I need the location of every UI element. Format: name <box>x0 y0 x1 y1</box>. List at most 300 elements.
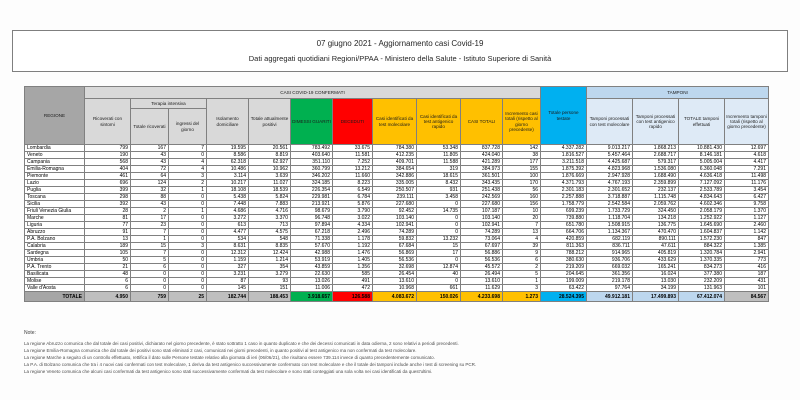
table-row <box>25 222 769 229</box>
column-header-isolamento: Isolamento domiciliare <box>207 99 249 145</box>
value-cell: 67.218 <box>291 229 333 236</box>
value-cell: 219.209 <box>541 264 587 271</box>
value-cell: 12.312 <box>207 250 249 257</box>
value-cell: 1.572.230 <box>679 236 725 243</box>
region-name-cell: Umbria <box>25 257 85 264</box>
value-cell: 17 <box>417 250 461 257</box>
value-cell: 5.438 <box>207 194 249 201</box>
region-name-cell: Piemonte <box>25 173 85 180</box>
value-cell: 136.775 <box>633 222 679 229</box>
total-value-cell: 49.912.181 <box>587 292 633 302</box>
value-cell: 0 <box>169 201 207 208</box>
value-cell: 227.680 <box>373 201 417 208</box>
value-cell: 1.385 <box>725 243 769 250</box>
value-cell: 26.454 <box>373 271 417 278</box>
value-cell: 783.492 <box>291 145 333 152</box>
value-cell: 0 <box>417 215 461 222</box>
region-name-cell: Toscana <box>25 194 85 201</box>
value-cell: 13.026 <box>291 278 333 285</box>
value-cell: 11.027 <box>249 180 291 187</box>
value-cell: 15 <box>131 243 169 250</box>
value-cell: 32.698 <box>373 264 417 271</box>
region-name-cell: Puglia <box>25 187 85 194</box>
value-cell: 43.859 <box>291 264 333 271</box>
value-cell: 1.816.527 <box>541 152 587 159</box>
total-value-cell: 150.026 <box>417 292 461 302</box>
table-row <box>25 271 769 278</box>
value-cell: 63.422 <box>541 285 587 292</box>
value-cell: 346.202 <box>291 173 333 180</box>
value-cell: 204.645 <box>541 271 587 278</box>
value-cell: 13.030 <box>633 278 679 285</box>
value-cell: 160 <box>503 194 541 201</box>
report-subtitle: Dati aggregati quotidiani Regioni/PPAA - Ministero della Salute - Istituto Superiore di Sanità <box>248 54 552 63</box>
value-cell: 5.876 <box>333 201 373 208</box>
value-cell: 7 <box>503 222 541 229</box>
value-cell: 2.496 <box>333 229 373 236</box>
value-cell: 6.549 <box>333 187 373 194</box>
value-cell: 0 <box>169 264 207 271</box>
value-cell: 6 <box>503 257 541 264</box>
value-cell: 3 <box>169 173 207 180</box>
value-cell: 10.881.430 <box>679 145 725 152</box>
value-cell: 4.417 <box>725 159 769 166</box>
value-cell: 18.615 <box>417 173 461 180</box>
value-cell: 4.602.346 <box>679 201 725 208</box>
region-name-cell: Liguria <box>25 222 85 229</box>
value-cell: 93 <box>249 278 291 285</box>
value-cell: 0 <box>131 285 169 292</box>
value-cell: 199.009 <box>541 278 587 285</box>
value-cell: 811.363 <box>541 243 587 250</box>
region-name-cell: Friuli Venezia Giulia <box>25 208 85 215</box>
value-cell: 87 <box>207 278 249 285</box>
value-cell: 43 <box>131 159 169 166</box>
table-footer <box>25 292 769 302</box>
group-header-terapia-intensiva: Terapia intensiva <box>131 99 207 109</box>
value-cell: 1.758.779 <box>541 201 587 208</box>
value-cell: 13.610 <box>461 278 503 285</box>
value-cell: 81 <box>85 215 131 222</box>
value-cell: 2.460 <box>725 222 769 229</box>
value-cell: 342.886 <box>373 173 417 180</box>
value-cell: 8.835 <box>249 243 291 250</box>
value-cell: 2.301.652 <box>587 187 633 194</box>
column-header-incremento-tamponi: Incremento tamponi totali (rispetto al giorno precedente) <box>725 99 769 145</box>
table-row <box>25 215 769 222</box>
value-cell: 0 <box>169 285 207 292</box>
value-cell: 931 <box>417 187 461 194</box>
value-cell: 1.356 <box>333 264 373 271</box>
value-cell: 2 <box>131 208 169 215</box>
value-cell: 177 <box>503 159 541 166</box>
value-cell: 2.359.899 <box>633 180 679 187</box>
value-cell: 56.536 <box>461 257 503 264</box>
value-cell: 4.823.968 <box>587 166 633 173</box>
value-cell: 2.947.928 <box>587 173 633 180</box>
value-cell: 1.252.922 <box>679 215 725 222</box>
value-cell: 13.610 <box>373 278 417 285</box>
value-cell: 11.588 <box>417 159 461 166</box>
value-cell: 3.279 <box>249 271 291 278</box>
value-cell: 3 <box>503 285 541 292</box>
value-cell: 360.799 <box>291 166 333 173</box>
value-cell: 71.338 <box>291 236 333 243</box>
value-cell: 56.886 <box>461 250 503 257</box>
value-cell: 13.232 <box>417 236 461 243</box>
value-cell: 1.645.690 <box>679 222 725 229</box>
notes-section <box>24 330 784 375</box>
value-cell: 102.941 <box>461 222 503 229</box>
value-cell: 6.427 <box>725 194 769 201</box>
table-header <box>25 87 769 145</box>
value-cell: 384.973 <box>461 166 503 173</box>
value-cell: 2.301.183 <box>541 187 587 194</box>
total-value-cell: 759 <box>131 292 169 302</box>
value-cell: 165.241 <box>633 264 679 271</box>
value-cell: 4 <box>169 166 207 173</box>
value-cell: 7.448 <box>207 201 249 208</box>
value-cell: 1.214 <box>249 257 291 264</box>
value-cell: 11.176 <box>725 180 769 187</box>
value-cell: 3.022 <box>333 215 373 222</box>
table-row <box>25 187 769 194</box>
value-cell: 4.716 <box>249 208 291 215</box>
value-cell: 4.334 <box>333 222 373 229</box>
value-cell: 45.572 <box>461 264 503 271</box>
table-row <box>25 264 769 271</box>
value-cell: 190 <box>85 152 131 159</box>
table-row <box>25 173 769 180</box>
value-cell: 0 <box>131 271 169 278</box>
value-cell: 0 <box>169 236 207 243</box>
total-value-cell: 126.588 <box>333 292 373 302</box>
value-cell: 424.040 <box>461 152 503 159</box>
value-cell: 361.356 <box>587 271 633 278</box>
value-cell: 6.784 <box>333 194 373 201</box>
table-row <box>25 243 769 250</box>
value-cell: 155 <box>503 166 541 173</box>
value-cell: 696 <box>85 180 131 187</box>
value-cell: 0 <box>169 271 207 278</box>
note-line: La regione Marche a seguito di un controllo effettuato, rettifica il dato sulle Persone testate relativo alla giornata di ieri (06/06/21), che risultano essere 739.114 invece di quanto precedentemente comunicato. <box>24 355 435 360</box>
value-cell: 8.146.181 <box>679 152 725 159</box>
value-cell: 131.963 <box>679 285 725 292</box>
value-cell: 227.680 <box>461 201 503 208</box>
value-cell: 1.733.729 <box>587 208 633 215</box>
value-cell: 4.636.418 <box>679 173 725 180</box>
value-cell: 91 <box>85 229 131 236</box>
value-cell: 10 <box>503 208 541 215</box>
region-name-cell: Lazio <box>25 180 85 187</box>
value-cell: 470.470 <box>633 229 679 236</box>
value-cell: 324.185 <box>291 180 333 187</box>
region-name-cell: Sardegna <box>25 250 85 257</box>
value-cell: 0 <box>417 229 461 236</box>
column-header-casi-antigenico: Casi identificati da test antigenico rapido <box>417 99 461 145</box>
value-cell: 8.631 <box>207 243 249 250</box>
value-cell: 669.032 <box>587 264 633 271</box>
value-cell: 7.291 <box>725 166 769 173</box>
value-cell: 22.630 <box>291 271 333 278</box>
note-line: La P.A. di Bolzano comunica che tra i 4 nuovi casi confermati con test molecolare, 1 deriva da test antigenico successivamente confermato con test molecolare e che il totale dei tamponi include anche i test di screening su PCR. <box>24 362 477 367</box>
column-header-persone-testate: Totale persone testate <box>541 87 587 145</box>
value-cell: 836.711 <box>587 243 633 250</box>
value-cell: 548 <box>249 236 291 243</box>
value-cell: 0 <box>169 250 207 257</box>
total-value-cell: 84.567 <box>725 292 769 302</box>
column-header-tamponi-totale: TOTALE tamponi effettuati <box>679 99 725 145</box>
value-cell: 399 <box>85 187 131 194</box>
value-cell: 189 <box>85 243 131 250</box>
value-cell: 0 <box>169 222 207 229</box>
value-cell: 40 <box>417 271 461 278</box>
value-cell: 10.962 <box>249 166 291 173</box>
value-cell: 56.536 <box>373 257 417 264</box>
value-cell: 377.380 <box>679 271 725 278</box>
value-cell: 219.178 <box>587 278 633 285</box>
table-row <box>25 278 769 285</box>
value-cell: 1.127 <box>725 215 769 222</box>
value-cell: 18.108 <box>207 187 249 194</box>
total-value-cell: 182.744 <box>207 292 249 302</box>
region-name-cell: Veneto <box>25 152 85 159</box>
value-cell: 53.348 <box>417 145 461 152</box>
value-cell: 1.192 <box>333 243 373 250</box>
value-cell: 651.780 <box>541 222 587 229</box>
value-cell: 914.965 <box>587 250 633 257</box>
region-name-cell: Sicilia <box>25 201 85 208</box>
value-cell: 799 <box>85 145 131 152</box>
value-cell: 847 <box>725 236 769 243</box>
value-cell: 319 <box>417 166 461 173</box>
column-header-deceduti: DECEDUTI <box>333 99 373 145</box>
value-cell: 568 <box>85 159 131 166</box>
value-cell: 351.110 <box>291 159 333 166</box>
value-cell: 664.706 <box>541 229 587 236</box>
value-cell: 1.688.490 <box>633 173 679 180</box>
value-cell: 661 <box>417 285 461 292</box>
region-name-cell: Calabria <box>25 243 85 250</box>
value-cell: 1.868.213 <box>633 145 679 152</box>
value-cell: 4.686 <box>207 208 249 215</box>
value-cell: 9.758 <box>725 201 769 208</box>
value-cell: 0 <box>417 278 461 285</box>
value-cell: 1.320.784 <box>679 250 725 257</box>
region-name-cell: Campania <box>25 159 85 166</box>
value-cell: 0 <box>169 152 207 159</box>
value-cell: 420.859 <box>541 236 587 243</box>
note-line: La regione Emilia-Romagna comunica che dal totale dei positivi sono stati eliminati 2 casi, comunicati nei giorni precedenti, in quanto positivi al test antigenico ma non confermati da test molecolare. <box>24 348 417 353</box>
region-name-cell: Molise <box>25 278 85 285</box>
value-cell: 416 <box>725 264 769 271</box>
value-cell: 8.223 <box>333 180 373 187</box>
value-cell: 1.536.080 <box>633 166 679 173</box>
value-cell: 10.486 <box>207 166 249 173</box>
value-cell: 4.575 <box>249 229 291 236</box>
value-cell: 0 <box>131 278 169 285</box>
value-cell: 4.371.793 <box>541 180 587 187</box>
value-cell: 4.618 <box>725 152 769 159</box>
group-header-casi-confermati: CASI COVID-19 CONFERMATI <box>85 87 541 99</box>
table-row <box>25 208 769 215</box>
value-cell: 12.697 <box>725 145 769 152</box>
value-cell: 73.064 <box>461 236 503 243</box>
value-cell: 43 <box>131 152 169 159</box>
value-cell: 343.435 <box>461 180 503 187</box>
value-cell: 4.337.282 <box>541 145 587 152</box>
value-cell: 5.824 <box>249 194 291 201</box>
value-cell: 32 <box>131 187 169 194</box>
total-value-cell: 4.950 <box>85 292 131 302</box>
value-cell: 1 <box>169 187 207 194</box>
value-cell: 53.919 <box>291 257 333 264</box>
value-cell: 107.187 <box>461 208 503 215</box>
value-cell: 20 <box>503 215 541 222</box>
value-cell: 170 <box>503 180 541 187</box>
total-value-cell: 188.453 <box>249 292 291 302</box>
value-cell: 4.767.193 <box>587 180 633 187</box>
value-cell: 405.819 <box>633 250 679 257</box>
value-cell: 713 <box>249 222 291 229</box>
value-cell: 433.629 <box>633 257 679 264</box>
total-value-cell: 25 <box>169 292 207 302</box>
total-value-cell: 4.233.698 <box>461 292 503 302</box>
value-cell: 20.561 <box>249 145 291 152</box>
value-cell: 239.111 <box>373 194 417 201</box>
value-cell: 13.212 <box>333 166 373 173</box>
value-cell: 11.581 <box>333 152 373 159</box>
total-row <box>25 292 769 302</box>
value-cell: 48 <box>85 271 131 278</box>
value-cell: 0 <box>169 215 207 222</box>
total-row-label: TOTALE <box>25 292 85 302</box>
value-cell: 92.452 <box>373 208 417 215</box>
value-cell: 5 <box>503 271 541 278</box>
value-cell: 2.533.789 <box>679 187 725 194</box>
value-cell: 11.006 <box>291 285 333 292</box>
region-name-cell: P.A. Bolzano <box>25 236 85 243</box>
value-cell: 1.508.915 <box>587 222 633 229</box>
report-title: 07 giugno 2021 - Aggiornamento casi Covid-19 <box>316 39 484 48</box>
value-cell: 67.684 <box>373 243 417 250</box>
value-cell: 1 <box>131 236 169 243</box>
value-cell: 837.728 <box>461 145 503 152</box>
value-cell: 2 <box>503 264 541 271</box>
value-cell: 7.127.092 <box>679 180 725 187</box>
total-value-cell: 28.524.395 <box>541 292 587 302</box>
total-value-cell: 17.499.893 <box>633 292 679 302</box>
column-header-casi-totali: CASI TOTALI <box>461 99 503 145</box>
value-cell: 380.630 <box>541 257 587 264</box>
value-cell: 59.832 <box>373 236 417 243</box>
value-cell: 1.405 <box>333 257 373 264</box>
column-header-tamponi-antigenico: Tamponi processati con test antigenico rapido <box>633 99 679 145</box>
value-cell: 1.159 <box>207 257 249 264</box>
column-header-positivi: Totale attualmente positivi <box>249 99 291 145</box>
value-cell: 101 <box>725 285 769 292</box>
value-cell: 8.819 <box>249 152 291 159</box>
value-cell: 2.058.179 <box>679 208 725 215</box>
value-cell: 2.257.888 <box>541 194 587 201</box>
report-header <box>12 30 788 72</box>
value-cell: 16.024 <box>633 271 679 278</box>
value-cell: 50 <box>85 257 131 264</box>
value-cell: 18.539 <box>249 187 291 194</box>
value-cell: 26.494 <box>461 271 503 278</box>
value-cell: 1.604.837 <box>679 229 725 236</box>
value-cell: 472 <box>333 285 373 292</box>
value-cell: 1.142 <box>725 229 769 236</box>
value-cell: 354 <box>249 264 291 271</box>
region-name-cell: P.A. Trento <box>25 264 85 271</box>
column-header-guariti: DIMESSI GUARITI <box>291 99 333 145</box>
value-cell: 739.880 <box>541 215 587 222</box>
value-cell: 4.834.643 <box>679 194 725 201</box>
value-cell: 3.639 <box>249 173 291 180</box>
value-cell: 105 <box>85 250 131 257</box>
region-name-cell: Basilicata <box>25 271 85 278</box>
table-row <box>25 194 769 201</box>
region-name-cell: Marche <box>25 215 85 222</box>
value-cell: 834.273 <box>679 264 725 271</box>
value-cell: 6 <box>131 264 169 271</box>
region-name-cell: Lombardia <box>25 145 85 152</box>
value-cell: 21 <box>85 264 131 271</box>
value-cell: 4 <box>503 236 541 243</box>
value-cell: 17 <box>131 215 169 222</box>
value-cell: 8.432 <box>417 180 461 187</box>
value-cell: 7 <box>169 145 207 152</box>
value-cell: 1 <box>503 278 541 285</box>
value-cell: 5 <box>131 257 169 264</box>
value-cell: 2.542.584 <box>587 201 633 208</box>
value-cell: 187 <box>725 271 769 278</box>
value-cell: 773 <box>725 257 769 264</box>
value-cell: 491 <box>333 278 373 285</box>
value-cell: 13 <box>503 229 541 236</box>
value-cell: 579.317 <box>633 159 679 166</box>
value-cell: 403.640 <box>291 152 333 159</box>
value-cell: 585 <box>333 271 373 278</box>
value-cell: 6 <box>85 285 131 292</box>
value-cell: 0 <box>169 229 207 236</box>
column-header-ricoverati: Ricoverati con sintomi <box>85 99 131 145</box>
value-cell: 1 <box>169 208 207 215</box>
value-cell: 97.894 <box>291 222 333 229</box>
value-cell: 392 <box>85 201 131 208</box>
value-cell: 251.438 <box>461 187 503 194</box>
value-cell: 167 <box>131 145 169 152</box>
value-cell: 250.507 <box>373 187 417 194</box>
value-cell: 11.498 <box>725 173 769 180</box>
value-cell: 384.654 <box>373 166 417 173</box>
value-cell: 12.424 <box>249 250 291 257</box>
value-cell: 0 <box>417 201 461 208</box>
value-cell: 1.134.367 <box>587 229 633 236</box>
value-cell: 404 <box>85 166 131 173</box>
region-name-cell: Valle d'Aosta <box>25 285 85 292</box>
value-cell: 1.370 <box>725 208 769 215</box>
table-row <box>25 236 769 243</box>
value-cell: 0 <box>169 194 207 201</box>
value-cell: 0 <box>417 257 461 264</box>
value-cell: 784.380 <box>373 145 417 152</box>
value-cell: 324.450 <box>633 208 679 215</box>
value-cell: 461 <box>85 173 131 180</box>
value-cell: 613 <box>207 222 249 229</box>
column-header-regione: REGIONE <box>25 87 85 145</box>
